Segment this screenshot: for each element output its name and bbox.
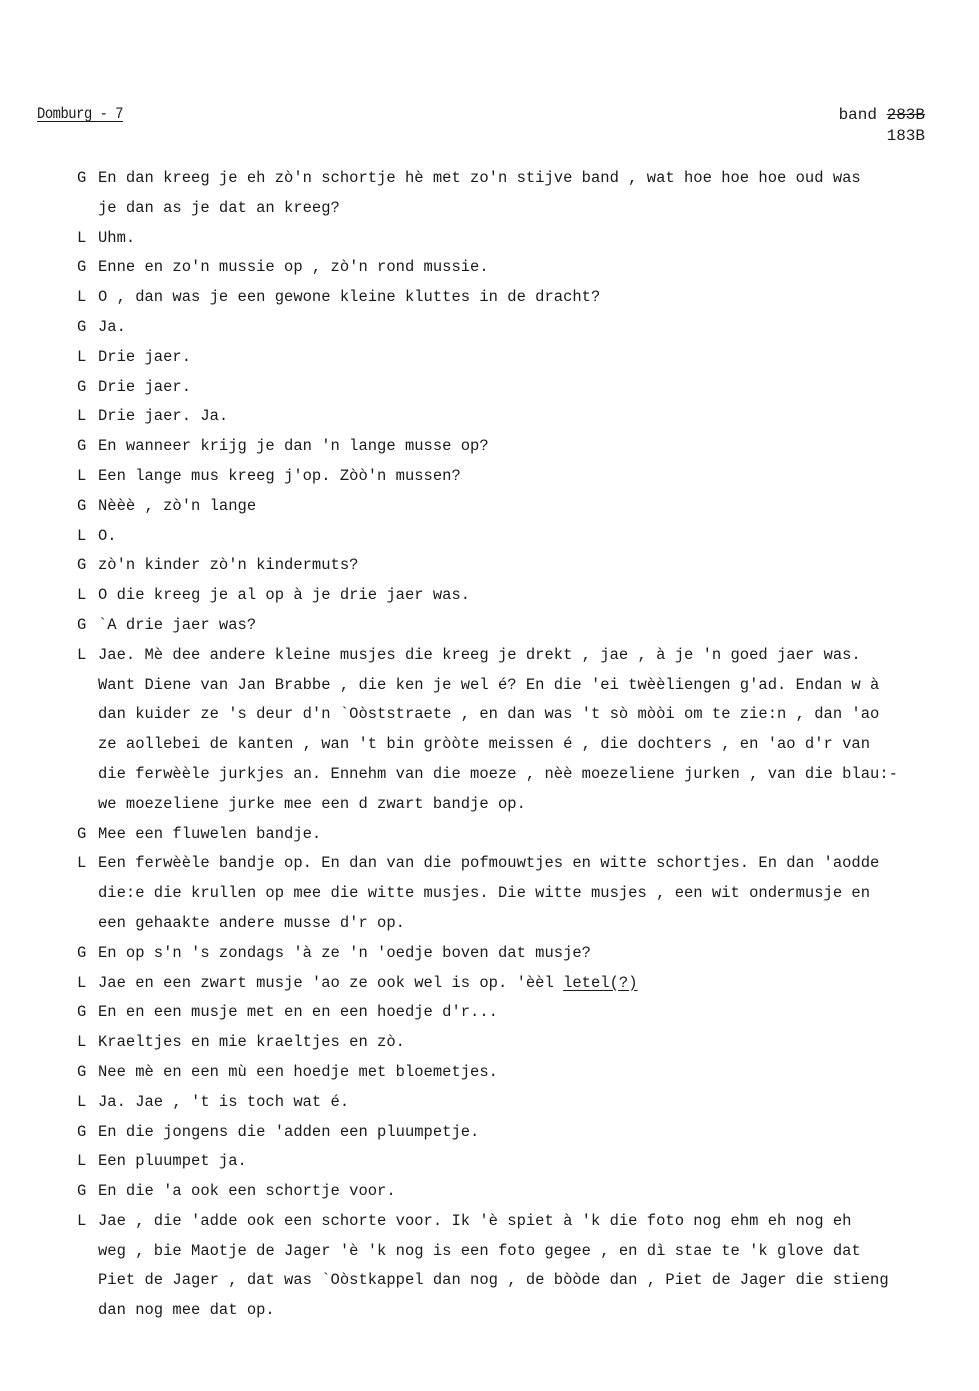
utterance-text: Uhm. [98, 228, 136, 247]
transcript-turn [77, 1207, 947, 1326]
transcript-line [77, 820, 947, 850]
transcript-turn [77, 492, 947, 522]
document-title: Domburg - 7 [37, 105, 124, 123]
speaker-label: G [77, 496, 87, 515]
transcript-line [77, 1296, 947, 1326]
transcript-line [77, 1237, 947, 1267]
utterance-text: Jae en een zwart musje 'ao ze ook wel is op. 'èèl [98, 973, 564, 992]
utterance-text: Jae. Mè dee andere kleine musjes die kreeg je drekt , jae , à je 'n goed jaer was. [98, 645, 861, 664]
band-number-corrected: 183B [886, 127, 925, 145]
transcript-line [77, 313, 947, 343]
speaker-label: G [77, 1062, 87, 1081]
speaker-label: L [77, 526, 87, 545]
speaker-label: L [77, 347, 87, 366]
transcript-line [77, 522, 947, 552]
transcript-line [77, 879, 947, 909]
speaker-label: G [77, 1122, 87, 1141]
utterance-text: O , dan was je een gewone kleine kluttes in de dracht? [98, 288, 601, 307]
transcript-line [77, 1147, 947, 1177]
transcript-turn [77, 522, 947, 552]
utterance-text: Drie jaer. [98, 377, 192, 396]
utterance-text: En op s'n 's zondags 'à ze 'n 'oedje boven dat musje? [98, 943, 591, 962]
transcript-line [77, 283, 947, 313]
transcript-turn [77, 581, 947, 611]
utterance-text: Enne en zo'n mussie op , zò'n rond mussie. [98, 258, 489, 277]
transcript-turn [77, 849, 947, 938]
speaker-label: G [77, 377, 87, 396]
utterance-text: die ferwèèle jurkjes an. Ennehm van die moeze , nèè moezeliene jurken , van die blau:- [98, 764, 898, 783]
speaker-label: G [77, 258, 87, 277]
speaker-label: G [77, 615, 87, 634]
transcript-turn [77, 373, 947, 403]
transcript-line [77, 1028, 947, 1058]
speaker-label: G [77, 943, 87, 962]
transcript-line [77, 164, 947, 194]
transcript-line [77, 581, 947, 611]
transcript-line [77, 671, 947, 701]
transcript-line [77, 551, 947, 581]
transcript-turn [77, 283, 947, 313]
speaker-label: L [77, 586, 87, 605]
transcript-line [77, 1177, 947, 1207]
utterance-text: Een ferwèèle bandje op. En dan van die pofmouwtjes en witte schortjes. En dan 'aodde [98, 854, 880, 873]
utterance-text: En wanneer krijg je dan 'n lange musse op? [98, 437, 489, 456]
transcript-line [77, 1058, 947, 1088]
speaker-label: G [77, 1003, 87, 1022]
utterance-text: Een pluumpet ja. [98, 1152, 247, 1171]
utterance-text: Jae , die 'adde ook een schorte voor. Ik 'è spiet à 'k die foto nog ehm eh nog eh [98, 1211, 852, 1230]
speaker-label: G [77, 824, 87, 843]
speaker-label: L [77, 645, 87, 664]
transcript-line [77, 939, 947, 969]
utterance-text: O die kreeg je al op à je drie jaer was. [98, 586, 471, 605]
transcript-line [77, 343, 947, 373]
transcript-line [77, 194, 947, 224]
utterance-text: die:e die krullen op mee die witte musjes. Die witte musjes , een wit ondermusje en [98, 884, 871, 903]
transcript-turn [77, 820, 947, 850]
speaker-label: G [77, 317, 87, 336]
band-label: band [838, 106, 877, 124]
speaker-label: L [77, 1211, 87, 1230]
transcript-line [77, 790, 947, 820]
transcript-line [77, 253, 947, 283]
utterance-text: En en een musje met en en een hoedje d'r... [98, 1003, 498, 1022]
transcript-line [77, 641, 947, 671]
band-reference [839, 105, 925, 147]
speaker-label: G [77, 556, 87, 575]
speaker-label: L [77, 973, 87, 992]
speaker-label: L [77, 466, 87, 485]
transcript-turn [77, 343, 947, 373]
transcript-line [77, 909, 947, 939]
transcript-turn [77, 313, 947, 343]
transcript-line [77, 969, 947, 999]
utterance-text: Ja. Jae , 't is toch wat é. [98, 1092, 350, 1111]
utterance-text: Nee mè en een mù een hoedje met bloemetjes. [98, 1062, 498, 1081]
utterance-text: En die 'a ook een schortje voor. [98, 1182, 396, 1201]
speaker-label: L [77, 1033, 87, 1052]
transcript-turn [77, 253, 947, 283]
transcript-turn [77, 1088, 947, 1118]
transcript-line [77, 462, 947, 492]
transcript-line [77, 224, 947, 254]
transcript-turn [77, 1118, 947, 1148]
speaker-label: L [77, 228, 87, 247]
utterance-text: Nèèè , zò'n lange [98, 496, 257, 515]
uncertain-word: letel(?) [563, 973, 638, 992]
band-number-struck: 283B [886, 106, 925, 124]
transcript-turn [77, 969, 947, 999]
utterance-text: ze aollebei de kanten , wan 't bin gròòte meissen é , die dochters , en 'ao d'r van [98, 735, 871, 754]
transcript-turn [77, 1177, 947, 1207]
utterance-text: Ja. [98, 317, 126, 336]
utterance-text: Een lange mus kreeg j'op. Zòò'n mussen? [98, 466, 461, 485]
transcript-turn [77, 939, 947, 969]
transcript-turn [77, 462, 947, 492]
transcript-turn [77, 1058, 947, 1088]
transcript-line [77, 611, 947, 641]
transcript-turn [77, 611, 947, 641]
speaker-label: G [77, 437, 87, 456]
transcript [77, 164, 947, 1326]
transcript-line [77, 998, 947, 1028]
transcript-turn [77, 432, 947, 462]
transcript-line [77, 402, 947, 432]
utterance-text: Mee een fluwelen bandje. [98, 824, 322, 843]
utterance-text: Drie jaer. Ja. [98, 407, 229, 426]
transcript-turn [77, 551, 947, 581]
transcript-line [77, 730, 947, 760]
transcript-turn [77, 1147, 947, 1177]
utterance-text: Want Diene van Jan Brabbe , die ken je wel é? En die 'ei twèèliengen g'ad. Endan w à [98, 675, 880, 694]
transcript-turn [77, 164, 947, 224]
utterance-text: O. [98, 526, 117, 545]
transcript-line [77, 492, 947, 522]
utterance-text: En dan kreeg je eh zò'n schortje hè met zo'n stijve band , wat hoe hoe hoe oud was [98, 169, 861, 187]
utterance-text: En die jongens die 'adden een pluumpetje. [98, 1122, 480, 1141]
transcript-line [77, 700, 947, 730]
transcript-turn [77, 998, 947, 1028]
speaker-label: L [77, 854, 87, 873]
utterance-text: Piet de Jager , dat was `Oòstkappel dan nog , de bòòde dan , Piet de Jager die stieng [98, 1271, 889, 1290]
transcript-line [77, 373, 947, 403]
utterance-text: weg , bie Maotje de Jager 'è 'k nog is een foto gegee , en dì stae te 'k glove dat [98, 1241, 861, 1260]
transcript-turn [77, 224, 947, 254]
utterance-text: Kraeltjes en mie kraeltjes en zò. [98, 1033, 405, 1052]
utterance-text: we moezeliene jurke mee een d zwart bandje op. [98, 794, 526, 813]
speaker-label: L [77, 288, 87, 307]
utterance-text: dan kuider ze 's deur d'n `Oòststraete , en dan was 't sò mòòi om te zie:n , dan 'ao [98, 705, 880, 724]
transcript-line [77, 849, 947, 879]
transcript-line [77, 432, 947, 462]
utterance-text: zò'n kinder zò'n kindermuts? [98, 556, 359, 575]
transcript-turn [77, 1028, 947, 1058]
speaker-label: G [77, 1182, 87, 1201]
transcript-line [77, 1266, 947, 1296]
transcript-turn [77, 402, 947, 432]
utterance-text: `A drie jaer was? [98, 615, 257, 634]
utterance-text: dan nog mee dat op. [98, 1301, 275, 1320]
transcript-turn [77, 641, 947, 820]
speaker-label: G [77, 169, 87, 187]
transcript-line [77, 1118, 947, 1148]
utterance-text: een gehaakte andere musse d'r op. [98, 913, 405, 932]
utterance-text: je dan as je dat an kreeg? [98, 198, 340, 217]
speaker-label: L [77, 1152, 87, 1171]
utterance-text: Drie jaer. [98, 347, 192, 366]
speaker-label: L [77, 407, 87, 426]
transcript-line [77, 760, 947, 790]
transcript-line [77, 1207, 947, 1237]
speaker-label: L [77, 1092, 87, 1111]
transcript-line [77, 1088, 947, 1118]
